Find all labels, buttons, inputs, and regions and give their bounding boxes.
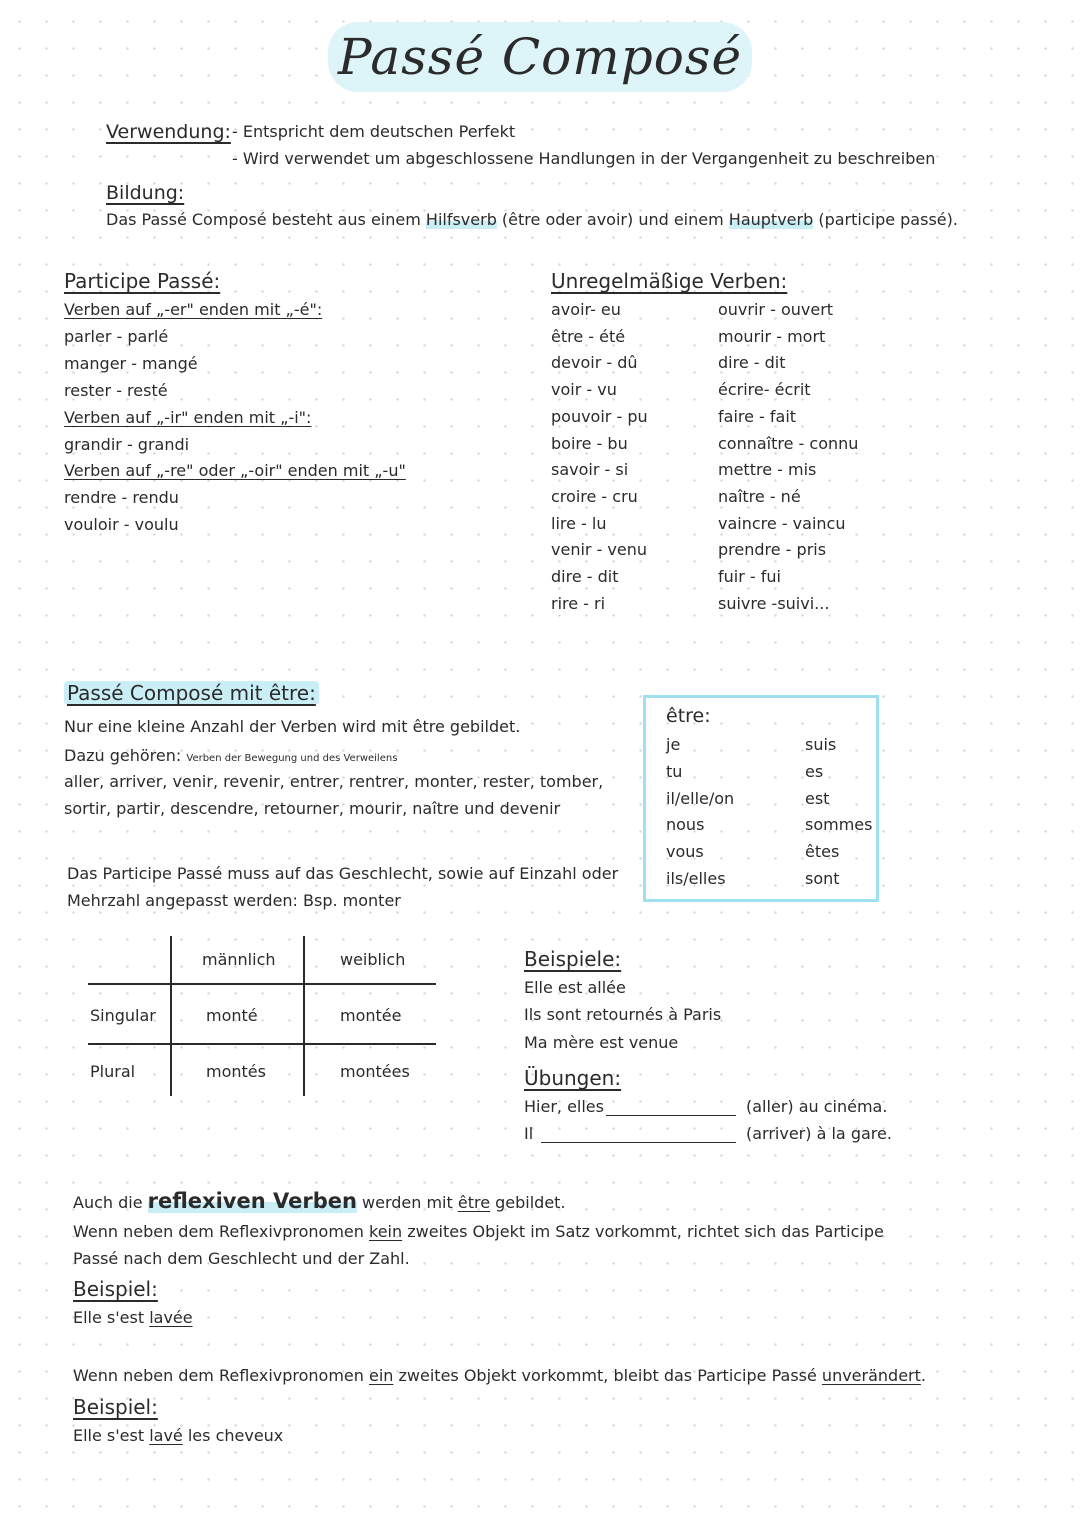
conjugation-pronoun: il/elle/on — [666, 788, 735, 808]
irregular-verb: vaincre - vaincu — [718, 513, 846, 533]
participe-heading: Participe Passé: — [64, 269, 221, 293]
irregular-verb: pouvoir - pu — [551, 406, 648, 426]
irregular-verb: dire - dit — [551, 567, 619, 586]
irregular-verb: avoir- eu — [551, 300, 621, 319]
etre-section-heading — [64, 680, 319, 706]
conjugation-pronoun: tu — [666, 761, 683, 781]
bildung-text — [106, 209, 958, 231]
bildung-hauptverb: Hauptverb — [728, 210, 814, 229]
reflexive-beispiel-1-label: Beispiel: — [73, 1277, 158, 1301]
reflexive-line-4-b: zweites Objekt vorkommt, bleibt das Participe Passé — [393, 1366, 822, 1385]
participe-er-example: rester - resté — [64, 381, 168, 400]
participe-re-example: vouloir - voulu — [64, 515, 179, 534]
bildung-hilfsverb: Hilfsverb — [425, 210, 497, 229]
participe-er-rule: Verben auf „-er" enden mit „-é": — [64, 300, 323, 319]
uebung-answer-blank[interactable] — [606, 1097, 736, 1116]
conjugation-pronoun: vous — [666, 842, 704, 862]
bildung-text-b: (être oder avoir) und einem — [496, 210, 729, 229]
etre-dazu — [64, 745, 397, 770]
table-cell: montée — [340, 1006, 402, 1025]
irregular-verb: boire - bu — [551, 433, 628, 453]
etre-dazu-note: Verben der Bewegung und des Verweilens — [186, 753, 398, 764]
table-hline-2 — [88, 1043, 436, 1045]
reflexive-beispiel-1-a: Elle s'est — [73, 1308, 150, 1327]
uebung-prefix: Hier, elles — [524, 1097, 604, 1116]
irregular-verb: dire - dit — [718, 353, 786, 373]
reflexive-line-1-a: Auch die — [73, 1193, 148, 1212]
verwendung-item-1: - Entspricht dem deutschen Perfekt — [232, 122, 516, 141]
table-vline-2 — [303, 936, 305, 1096]
irregular-verb: connaître - connu — [718, 433, 859, 453]
verwendung-label: Verwendung: — [106, 121, 231, 143]
participe-er-example: manger - mangé — [64, 354, 198, 373]
reflexive-beispiel-1-u: lavée — [149, 1308, 193, 1327]
beispiel-item: Ils sont retournés à Paris — [524, 1005, 722, 1024]
uebung-answer-blank[interactable] — [541, 1124, 736, 1143]
reflexive-line-4 — [73, 1365, 926, 1387]
page-title: Passé Composé — [328, 22, 752, 92]
irregular-heading: Unregelmäßige Verben: — [551, 269, 788, 293]
agree-line-1: Das Participe Passé muss auf das Geschlecht, sowie auf Einzahl oder — [67, 864, 619, 883]
table-row-label-plural: Plural — [90, 1062, 136, 1081]
irregular-verb: être - été — [551, 326, 626, 346]
reflexive-line-4-a: Wenn neben dem Reflexivpronomen — [73, 1366, 369, 1385]
conjugation-pronoun: je — [666, 735, 681, 754]
table-header-fem: weiblich — [340, 950, 406, 969]
irregular-verb: lire - lu — [551, 513, 607, 533]
reflexive-line-1 — [73, 1190, 566, 1214]
participe-er-example: parler - parlé — [64, 327, 169, 346]
etre-verbs-2: sortir, partir, descendre, retourner, mourir, naître und devenir — [64, 799, 561, 818]
reflexive-line-1-b: werden mit — [356, 1193, 458, 1212]
conjugation-form: sommes — [805, 815, 873, 835]
reflexive-ein: ein — [369, 1366, 394, 1385]
table-cell: montés — [206, 1062, 266, 1081]
irregular-verb: savoir - si — [551, 460, 629, 480]
uebungen-heading: Übungen: — [524, 1066, 622, 1090]
conjugation-form: suis — [805, 735, 837, 754]
irregular-verb: venir - venu — [551, 540, 648, 560]
beispiel-item: Elle est allée — [524, 978, 626, 997]
reflexive-line-3: Passé nach dem Geschlecht und der Zahl. — [73, 1249, 410, 1268]
reflexive-line-1-c: gebildet. — [490, 1193, 566, 1212]
beispiel-item: Ma mère est venue — [524, 1033, 679, 1052]
agree-line-2: Mehrzahl angepasst werden: Bsp. monter — [67, 891, 401, 910]
etre-box-heading: être: — [666, 705, 711, 727]
reflexive-etre: être — [457, 1193, 491, 1212]
reflexive-line-4-c: . — [920, 1366, 926, 1385]
participe-re-example: rendre - rendu — [64, 488, 179, 507]
participe-re-rule: Verben auf „-re" oder „-oir" enden mit „-u" — [64, 461, 406, 480]
irregular-verb: mettre - mis — [718, 460, 817, 480]
irregular-verb: voir - vu — [551, 380, 617, 400]
reflexive-beispiel-2-u: lavé — [149, 1426, 183, 1445]
table-hline-1 — [88, 983, 436, 985]
uebung-prefix: Il — [524, 1124, 534, 1143]
conjugation-form: est — [805, 788, 830, 808]
uebung-suffix: (aller) au cinéma. — [746, 1097, 888, 1116]
irregular-verb: devoir - dû — [551, 353, 638, 373]
participe-ir-rule: Verben auf „-ir" enden mit „-i": — [64, 408, 312, 427]
table-cell: montées — [340, 1062, 410, 1081]
etre-verbs-1: aller, arriver, venir, revenir, entrer, rentrer, monter, rester, tomber, — [64, 772, 604, 791]
reflexive-beispiel-2-a: Elle s'est — [73, 1426, 150, 1445]
verwendung-item-2: - Wird verwendet um abgeschlossene Handlungen in der Vergangenheit zu beschreiben — [232, 149, 936, 168]
irregular-verb: naître - né — [718, 486, 801, 506]
reflexive-kein: kein — [369, 1222, 403, 1241]
conjugation-pronoun: nous — [666, 815, 705, 835]
irregular-verb: écrire- écrit — [718, 380, 811, 400]
page-title-wrap — [0, 22, 1080, 92]
irregular-verb: prendre - pris — [718, 540, 827, 560]
irregular-verb: suivre -suivi... — [718, 593, 830, 613]
table-row-label-singular: Singular — [90, 1006, 156, 1025]
reflexive-line-2-b: zweites Objekt im Satz vorkommt, richtet sich das Participe — [402, 1222, 884, 1241]
reflexive-line-2-a: Wenn neben dem Reflexivpronomen — [73, 1222, 369, 1241]
reflexive-beispiel-2-b: les cheveux — [182, 1426, 284, 1445]
table-header-masc: männlich — [202, 950, 276, 969]
conjugation-pronoun: ils/elles — [666, 869, 726, 888]
irregular-verb: croire - cru — [551, 486, 638, 506]
irregular-verb: faire - fait — [718, 406, 797, 426]
uebung-suffix: (arriver) à la gare. — [746, 1124, 892, 1143]
reflexive-term: reflexiven Verben — [147, 1189, 357, 1213]
reflexive-beispiel-2-label: Beispiel: — [73, 1395, 158, 1419]
etre-line-1: Nur eine kleine Anzahl der Verben wird mit être gebildet. — [64, 717, 521, 736]
participe-ir-example: grandir - grandi — [64, 435, 190, 454]
table-cell: monté — [206, 1006, 258, 1025]
reflexive-unveraendert: unverändert — [821, 1366, 921, 1385]
etre-dazu-label: Dazu gehören: — [64, 746, 187, 765]
bildung-label: Bildung: — [106, 182, 185, 204]
beispiele-heading: Beispiele: — [524, 947, 622, 971]
reflexive-beispiel-1 — [73, 1307, 193, 1329]
irregular-verb: rire - ri — [551, 593, 606, 613]
conjugation-form: sont — [805, 869, 840, 888]
irregular-verb: mourir - mort — [718, 326, 826, 346]
table-vline-1 — [170, 936, 172, 1096]
bildung-text-a: Das Passé Composé besteht aus einem — [106, 210, 426, 229]
reflexive-beispiel-2 — [73, 1425, 283, 1447]
conjugation-form: es — [805, 761, 824, 781]
bildung-text-c: (participe passé). — [813, 210, 958, 229]
etre-section-heading-text: Passé Composé mit être: — [64, 681, 319, 705]
conjugation-form: êtes — [805, 842, 840, 862]
irregular-verb: ouvrir - ouvert — [718, 300, 834, 319]
irregular-verb: fuir - fui — [718, 567, 781, 586]
reflexive-line-2 — [73, 1221, 884, 1243]
